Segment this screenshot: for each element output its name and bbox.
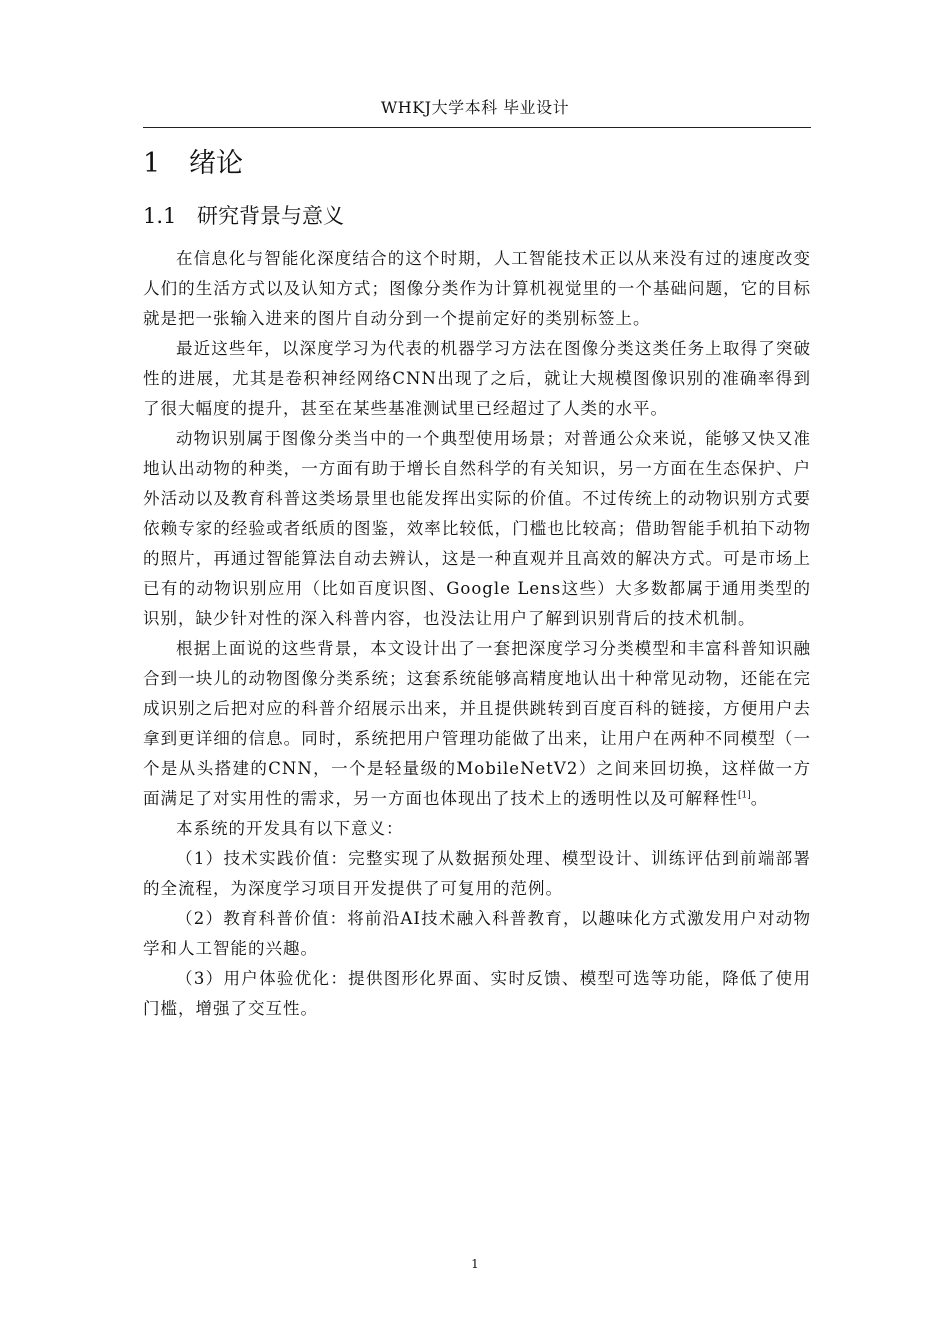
- section-heading: [143, 201, 344, 231]
- body-text: [143, 244, 811, 1024]
- chapter-title: 绪论: [189, 148, 243, 179]
- citation-trailing-punct: 。: [750, 789, 769, 808]
- header-divider: [143, 127, 811, 128]
- page-number: 1: [471, 1257, 479, 1271]
- list-item-education-value: （2）教育科普价值：将前沿AI技术融入科普教育，以趣味化方式激发用户对动物学和人工智能的兴趣。: [143, 909, 811, 958]
- page-header: WHKJ大学本科 毕业设计: [380, 98, 570, 117]
- paragraph-system-design: [143, 634, 811, 814]
- list-item-user-experience: （3）用户体验优化：提供图形化界面、实时反馈、模型可选等功能，降低了使用门槛，增强了交互性。: [143, 969, 811, 1018]
- chapter-number: 1: [143, 148, 161, 179]
- paragraph-animal-recognition: 动物识别属于图像分类当中的一个典型使用场景；对普通公众来说，能够又快又准地认出动物的种类，一方面有助于增长自然科学的有关知识，另一方面在生态保护、户外活动以及教育科普这类场景里也能发挥出实际的价值。不过传统上的动物识别方式要依赖专家的经验或者纸质的图鉴，效率比较低，门槛也比较高；借助智能手机拍下动物的照片，再通过智能算法自动去辨认，这是一种直观并且高效的解决方式。可是市场上已有的动物识别应用（比如百度识图、Google Lens这些）大多数都属于通用类型的识别，缺少针对性的深入科普内容，也没法让用户了解到识别背后的技术机制。: [143, 429, 811, 628]
- chapter-heading: [143, 146, 243, 182]
- section-title: 研究背景与意义: [197, 204, 344, 228]
- paragraph-significance-intro: 本系统的开发具有以下意义：: [176, 819, 404, 838]
- paragraph-deep-learning: 最近这些年，以深度学习为代表的机器学习方法在图像分类这类任务上取得了突破性的进展，尤其是卷积神经网络CNN出现了之后，就让大规模图像识别的准确率得到了很大幅度的提升，甚至在某些基准测试里已经超过了人类的水平。: [143, 339, 811, 418]
- section-number: 1.1: [143, 204, 177, 228]
- paragraph-system-design-text: 根据上面说的这些背景，本文设计出了一套把深度学习分类模型和丰富科普知识融合到一块儿的动物图像分类系统；这套系统能够高精度地认出十种常见动物，还能在完成识别之后把对应的科普介绍展示出来，并且提供跳转到百度百科的链接，方便用户去拿到更详细的信息。同时，系统把用户管理功能做了出来，让用户在两种不同模型（一个是从头搭建的CNN，一个是轻量级的MobileNetV2）之间来回切换，这样做一方面满足了对实用性的需求，另一方面也体现出了技术上的透明性以及可解释性: [143, 639, 811, 808]
- paragraph-background: 在信息化与智能化深度结合的这个时期，人工智能技术正以从来没有过的速度改变人们的生活方式以及认知方式；图像分类作为计算机视觉里的一个基础问题，它的目标就是把一张输入进来的图片自动分到一个提前定好的类别标签上。: [143, 249, 811, 328]
- list-item-technical-value: （1）技术实践价值：完整实现了从数据预处理、模型设计、训练评估到前端部署的全流程，为深度学习项目开发提供了可复用的范例。: [143, 849, 811, 898]
- citation-reference[interactable]: [1]: [738, 790, 751, 801]
